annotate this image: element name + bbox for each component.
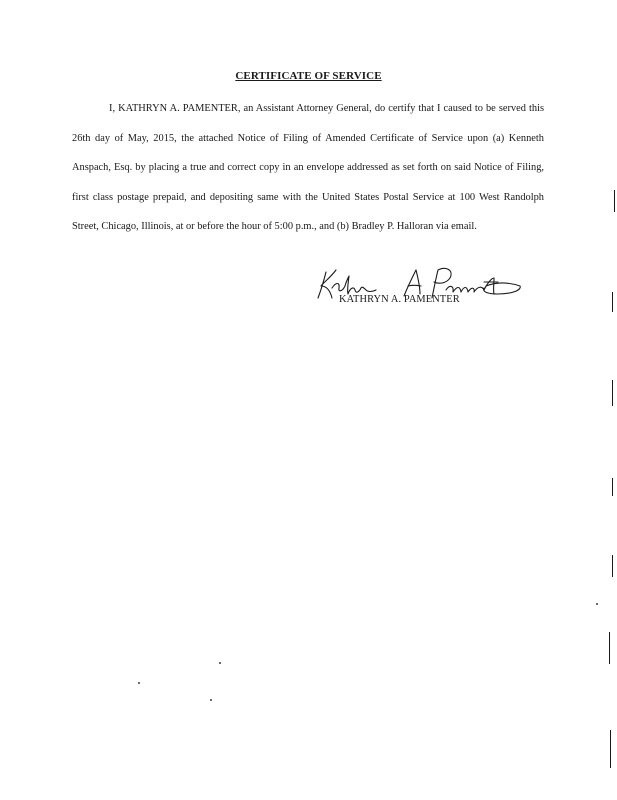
scan-speck [596,603,598,605]
scan-speck [210,699,212,701]
scan-margin-mark [610,730,611,768]
scan-margin-mark [612,478,613,496]
scan-margin-mark [612,380,613,406]
signer-name: KATHRYN A. PAMENTER [339,294,460,305]
scan-margin-mark [612,555,613,577]
scan-margin-mark [609,632,610,664]
scan-margin-mark [614,190,615,212]
certificate-body: I, KATHRYN A. PAMENTER, an Assistant Attorney General, do certify that I caused to be served this 26th day of May, 2015, the attached Notice of Filing of Amended Certificate of Service upon (a) Kenneth Anspach, Esq. by placing a true and correct copy in an envelope addressed as set forth on said Notice of Filing, first class postage prepaid, and depositing same with the United States Postal Service at 100 West Randolph Street, Chicago, Illinois, at or before the hour of 5:00 p.m., and (b) Bradley P. Halloran via email. [72,103,544,232]
scan-speck [219,662,221,664]
scan-margin-mark [612,292,613,312]
document-title: CERTIFICATE OF SERVICE [235,70,382,82]
scan-speck [138,682,140,684]
